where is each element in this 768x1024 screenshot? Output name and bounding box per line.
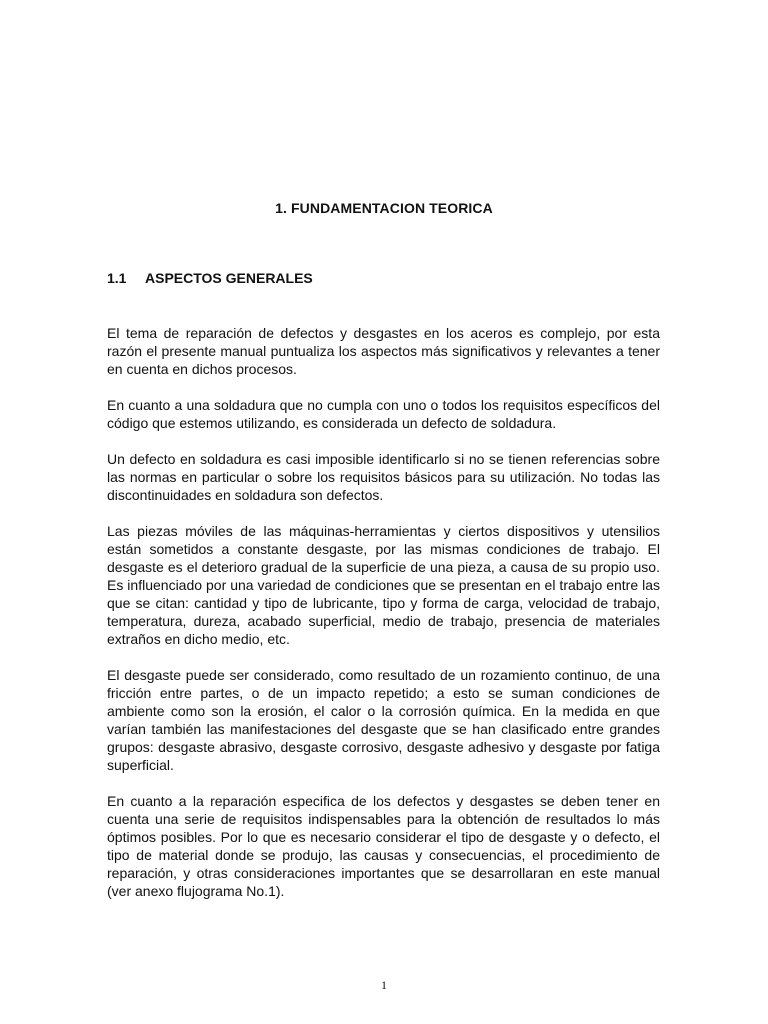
paragraph: Un defecto en soldadura es casi imposible identificarlo si no se tienen referencias sobre las normas en particular o sobre los requisitos básicos para su utilización. No todas las discontinuidades en soldadura son defectos. (107, 451, 660, 503)
page-number: 1 (381, 978, 387, 992)
paragraph: En cuanto a una soldadura que no cumpla con uno o todos los requisitos específicos del código que estemos utilizando, es considerada un defecto de soldadura. (107, 397, 660, 431)
body-text (107, 324, 660, 918)
section-title: ASPECTOS GENERALES (145, 270, 313, 286)
paragraph: El tema de reparación de defectos y desgastes en los aceros es complejo, por esta razón el presente manual puntualiza los aspectos más significativos y relevantes a tener en cuenta en dichos procesos. (107, 325, 660, 377)
paragraph: En cuanto a la reparación especifica de los defectos y desgastes se deben tener en cuenta una serie de requisitos indispensables para la obtención de resultados lo más óptimos posibles. Por lo que es necesario considerar el tipo de desgaste y o defecto, el tipo de material donde se produjo, las causas y consecuencias, el procedimiento de reparación, y otras consideraciones importantes que se desarrollaran en este manual (ver anexo flujograma No.1). (107, 793, 660, 899)
section-number: 1.1 (107, 270, 127, 286)
section-heading (107, 270, 313, 286)
paragraph: El desgaste puede ser considerado, como resultado de un rozamiento continuo, de una fricción entre partes, o de un impacto repetido; a esto se suman condiciones de ambiente como son la erosión, el calor o la corrosión química. En la medida en que varían también las manifestaciones del desgaste que se han clasificado entre grandes grupos: desgaste abrasivo, desgaste corrosivo, desgaste adhesivo y desgaste por fatiga superficial. (107, 667, 660, 773)
paragraph: Las piezas móviles de las máquinas-herramientas y ciertos dispositivos y utensilios están sometidos a constante desgaste, por las mismas condiciones de trabajo. El desgaste es el deterioro gradual de la superficie de una pieza, a causa de su propio uso. Es influenciado por una variedad de condiciones que se presentan en el trabajo entre las que se citan: cantidad y tipo de lubricante, tipo y forma de carga, velocidad de trabajo, temperatura, dureza, acabado superficial, medio de trabajo, presencia de materiales extraños en dicho medio, etc. (107, 523, 660, 647)
chapter-title: 1. FUNDAMENTACION TEORICA (275, 200, 493, 216)
